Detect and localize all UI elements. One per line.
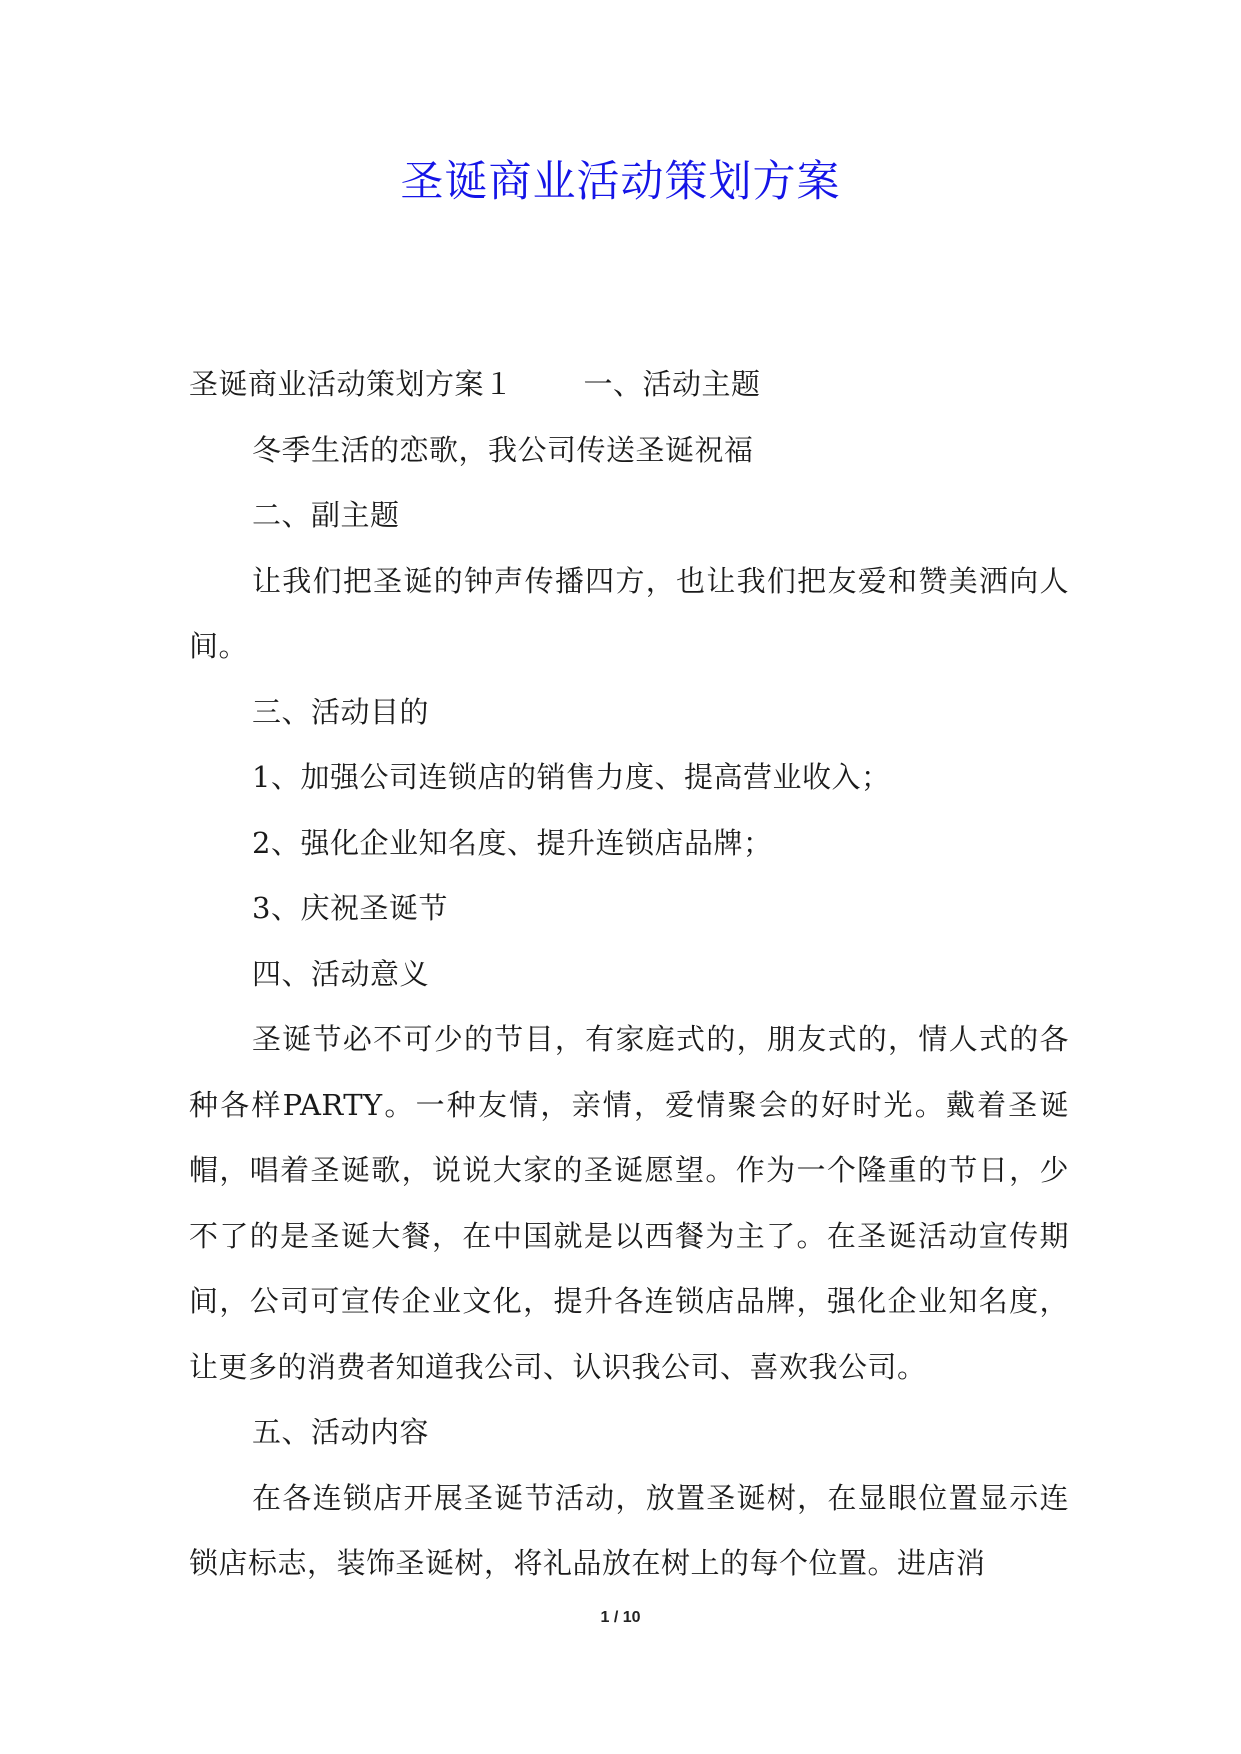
paragraph: 让我们把圣诞的钟声传播四方，也让我们把友爱和赞美洒向人间。 [189,563,1069,663]
paragraph: 冬季生活的恋歌，我公司传送圣诞祝福 [252,432,754,467]
paragraph: 在各连锁店开展圣诞节活动，放置圣诞树，在显眼位置显示连锁店标志，装饰圣诞树，将礼品放在树上的每个位置。进店消 [189,1480,1069,1580]
list-item: 3、庆祝圣诞节 [252,891,448,925]
paragraph: 圣诞节必不可少的节目，有家庭式的，朋友式的，情人式的各种各样PARTY。一种友情，亲情，爱情聚会的好时光。戴着圣诞帽，唱着圣诞歌，说说大家的圣诞愿望。作为一个隆重的节日，少不了的是圣诞大餐，在中国就是以西餐为主了。在圣诞活动宣传期间，公司可宣传企业文化，提升各连锁店品牌，强化企业知名度，让更多的消费者知道我公司、认识我公司、喜欢我公司。 [189,1022,1069,1384]
document-title: 圣诞商业活动策划方案 [400,157,841,207]
section-heading: 五、活动内容 [252,1415,430,1449]
section-heading-plan: 圣诞商业活动策划方案１ [189,367,514,401]
section-heading: 三、活动目的 [252,694,430,729]
section-heading-theme: 一、活动主题 [583,367,761,401]
first-line [189,352,1069,418]
list-item: 1、加强公司连锁店的销售力度、提高营业收入； [252,760,891,794]
list-item: 2、强化企业知名度、提升连锁店品牌； [252,825,773,860]
document-body [189,352,1069,1597]
section-heading: 四、活动意义 [252,956,430,991]
section-heading: 二、副主题 [252,498,400,532]
page-number: 1 / 10 [600,1609,641,1626]
